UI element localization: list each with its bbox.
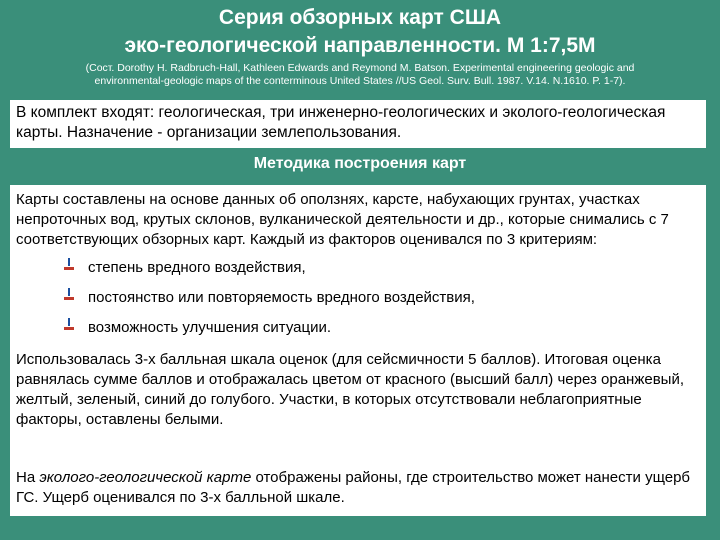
paragraph-3-emphasis: эколого-геологической карте [39, 469, 252, 486]
criteria-item [60, 315, 700, 345]
slide-title [0, 4, 720, 60]
criteria-item [60, 255, 700, 285]
method-heading: Методика построения карт [253, 155, 467, 172]
eco-map-box [10, 464, 706, 516]
method-paragraph-2: Использовалась 3-х балльная шкала оценок (для сейсмичности 5 баллов). Итоговая оценка равнялась сумме баллов и отображалась цветом от красного (высший балл) через оранжевый, желтый, зеленый, синий до голубого. Участки, в которых отсутствовали неблагоприятные факторы, оставлены белыми. [16, 351, 685, 428]
citation-line-1: (Сост. Dorothy H. Radbruch-Hall, Kathleen Edwards and Reymond M. Batson. Experimental engineering geologic and [85, 62, 635, 74]
citation-line-2: environmental-geologic maps of the conterminous United States //US Geol. Surv. Bull. 1987. V.14. N.1610. P. 1-7). [94, 75, 626, 87]
bullet-icon [64, 318, 74, 334]
criteria-text: степень вредного воздействия, [88, 259, 306, 276]
paragraph-3-suffix: отображены районы, где строительство может нанести ущерб ГС. Ущерб оценивался по 3-х балльной шкале. [16, 469, 691, 506]
citation [30, 62, 690, 88]
method-paragraph-1: Карты составлены на основе данных об оползнях, карсте, набухающих грунтах, участках непроточных вод, крутых склонов, вулканической деятельности и др., которые снимались с 7 соответствующих обзорных карт. Каждый из факторов оценивался по 3 критериям: [16, 191, 669, 248]
paragraph-3-prefix: На [16, 469, 40, 486]
criteria-text: постоянство или повторяемость вредного воздействия, [88, 289, 475, 306]
criteria-list [16, 255, 700, 345]
intro-text: В комплект входят: геологическая, три инженерно-геологических и эколого-геологическая карты. Назначение - организации землепользования. [16, 104, 666, 141]
intro-box [10, 100, 706, 148]
criteria-text: возможность улучшения ситуации. [88, 319, 332, 336]
bullet-icon [64, 258, 74, 274]
criteria-item [60, 285, 700, 315]
title-line-2: эко-геологической направленности. М 1:7,5М [124, 34, 596, 57]
method-paragraph-3 [16, 468, 700, 508]
bullet-icon [64, 288, 74, 304]
title-line-1: Серия обзорных карт США [218, 6, 502, 29]
